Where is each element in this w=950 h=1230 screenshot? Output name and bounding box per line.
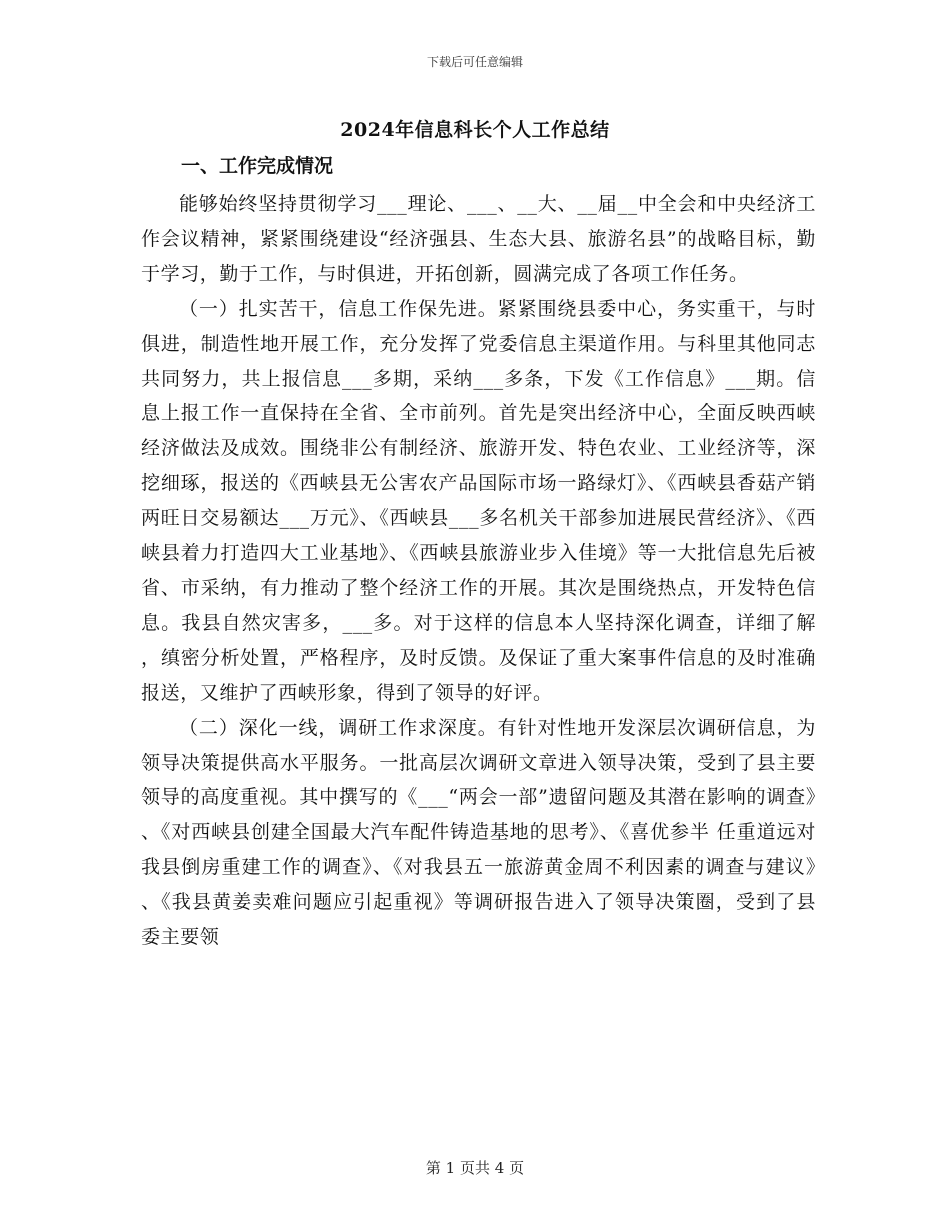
paragraph-research-work: （二）深化一线，调研工作求深度。有针对性地开发深层次调研信息，为领导决策提供高水平服务。一批高层次调研文章进入领导决策，受到了县主要领导的高度重视。其中撰写的《___“两会一部”遗留问题及其潜在影响的调查》、《对西峡县创建全国最大汽车配件铸造基地的思考》、《喜优参半 任重道远对我县倒房重建工作的调查》、《对我县五一旅游黄金周不利因素的调查与建议》、《我县黄姜卖难问题应引起重视》等调研报告进入了领导决策圈，受到了县委主要领 (141, 716, 816, 949)
paragraph-intro: 能够始终坚持贯彻学习___理论、___、__大、__届__中全会和中央经济工作会议精神，紧紧围绕建设“经济强县、生态大县、旅游名县”的战略目标，勤于学习，勤于工作，与时俱进，开拓创新，圆满完成了各项工作任务。 (141, 193, 816, 285)
page-header: 下载后可任意编辑 (426, 55, 523, 69)
section-heading: 一、工作完成情况 (181, 155, 334, 177)
document-title: 2024年信息科长个人工作总结 (340, 119, 610, 141)
page-footer: 第 1 页共 4 页 (425, 1159, 525, 1177)
document-body (141, 187, 816, 955)
paragraph-information-work: （一）扎实苦干，信息工作保先进。紧紧围绕县委中心，务实重干，与时俱进，制造性地开展工作，充分发挥了党委信息主渠道作用。与科里其他同志共同努力，共上报信息___多期，采纳___多条，下发《工作信息》___期。信息上报工作一直保持在全省、全市前列。首先是突出经济中心，全面反映西峡经济做法及成效。围绕非公有制经济、旅游开发、特色农业、工业经济等，深挖细琢，报送的《西峡县无公害农产品国际市场一路绿灯》、《西峡县香菇产销两旺日交易额达___万元》、《西峡县___多名机关干部参加进展民营经济》、《西峡县着力打造四大工业基地》、《西峡县旅游业步入佳境》等一大批信息先后被省、市采纳，有力推动了整个经济工作的开展。其次是围绕热点，开发特色信息。我县自然灾害多，___多。对于这样的信息本人坚持深化调查，详细了解，缜密分析处置，严格程序，及时反馈。及保证了重大案事件信息的及时准确报送，又维护了西峡形象，得到了领导的好评。 (141, 297, 816, 704)
